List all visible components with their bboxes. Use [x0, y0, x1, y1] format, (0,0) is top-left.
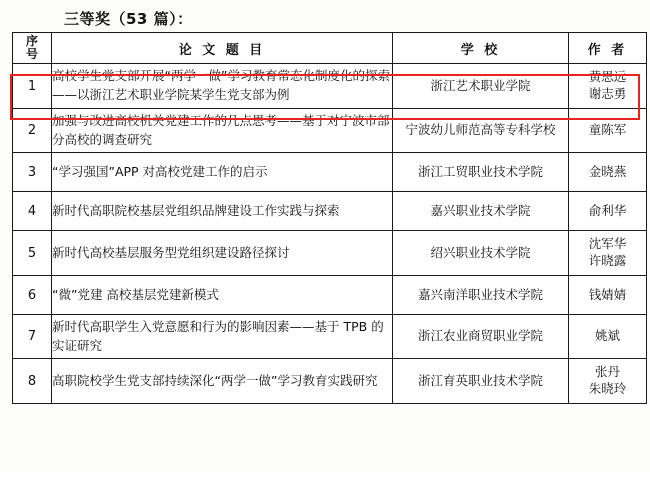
author-name: 童陈军: [588, 122, 627, 138]
author-name: 钱婧婧: [588, 286, 627, 302]
row-author: [569, 276, 647, 315]
table-row: [13, 64, 647, 109]
author-name: 金晓燕: [588, 163, 627, 179]
author-name: 谢志勇: [588, 86, 627, 101]
row-school: 宁波幼儿师范高等专科学校: [393, 109, 569, 153]
row-school: 绍兴职业技术学院: [393, 231, 569, 276]
column-header-school: 学 校: [393, 33, 569, 64]
row-author: [569, 315, 647, 359]
header-index-line1: 序: [25, 33, 38, 48]
table-row: [13, 359, 647, 404]
row-school: 嘉兴南洋职业技术学院: [393, 276, 569, 315]
author-name: 姚斌: [594, 328, 620, 344]
row-index: 2: [13, 109, 52, 153]
row-title: 加强与改进高校机关党建工作的几点思考——基于对宁波市部分高校的调查研究: [52, 109, 393, 153]
author-name: 许晓露: [588, 253, 627, 268]
row-title: 高校学生党支部开展“两学一做”学习教育常态化制度化的探索——以浙江艺术职业学院某学生党支部为例: [52, 64, 393, 109]
awards-table: [12, 32, 647, 404]
row-author: [569, 64, 647, 109]
table-row: [13, 315, 647, 359]
column-header-index: [13, 33, 52, 64]
row-index: 1: [13, 64, 52, 109]
page-bottom-edge: [0, 471, 650, 477]
row-index: 4: [13, 192, 52, 231]
row-school: 浙江艺术职业学院: [393, 64, 569, 109]
header-index-line2: 号: [25, 47, 38, 61]
table-row: [13, 109, 647, 153]
row-school: 浙江农业商贸职业学院: [393, 315, 569, 359]
author-name: 沈军华: [588, 236, 627, 252]
table-row: [13, 231, 647, 276]
row-school: 嘉兴职业技术学院: [393, 192, 569, 231]
author-name: 黄思远: [588, 69, 627, 85]
row-index: 5: [13, 231, 52, 276]
row-index: 6: [13, 276, 52, 315]
row-author: [569, 153, 647, 192]
table-row: [13, 276, 647, 315]
row-title: 高职院校学生党支部持续深化“两学一做”学习教育实践研究: [52, 359, 393, 404]
row-index: 3: [13, 153, 52, 192]
table-row: [13, 192, 647, 231]
row-index: 7: [13, 315, 52, 359]
author-name: 张丹: [594, 364, 620, 380]
row-school: 浙江育英职业技术学院: [393, 359, 569, 404]
row-title: “微”党建 高校基层党建新模式: [52, 276, 393, 315]
row-author: [569, 359, 647, 404]
row-index: 8: [13, 359, 52, 404]
table-row: [13, 153, 647, 192]
column-header-author: 作 者: [569, 33, 647, 64]
author-name: 俞利华: [588, 202, 627, 218]
row-title: 新时代高职学生入党意愿和行为的影响因素——基于 TPB 的实证研究: [52, 315, 393, 359]
row-author: [569, 192, 647, 231]
table-header: [13, 33, 647, 64]
page-title: 三等奖（53 篇）：: [64, 10, 193, 28]
table-body: [13, 64, 647, 404]
row-title: 新时代高职院校基层党组织品牌建设工作实践与探索: [52, 192, 393, 231]
author-name: 朱晓玲: [588, 381, 627, 396]
row-author: [569, 231, 647, 276]
header-row: [13, 33, 647, 64]
row-author: [569, 109, 647, 153]
row-title: “学习强国”APP 对高校党建工作的启示: [52, 153, 393, 192]
row-school: 浙江工贸职业技术学院: [393, 153, 569, 192]
row-title: 新时代高校基层服务型党组织建设路径探讨: [52, 231, 393, 276]
column-header-title: 论 文 题 目: [52, 33, 393, 64]
